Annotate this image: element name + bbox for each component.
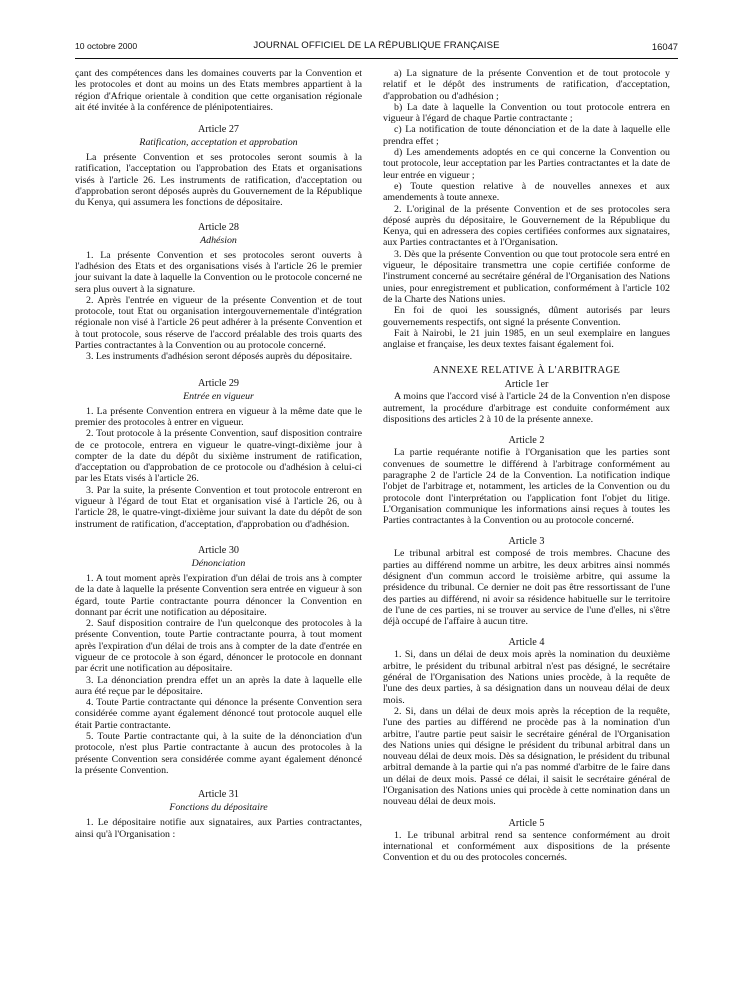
paragraph: 1. La présente Convention et ses protocoles seront ouverts à l'adhésion des Etats et des organisations visés à l'article 26 le premier jour suivant la date à laquelle la Convention ou le protocole concerné ne sera plus ouvert à la signature. xyxy=(75,249,362,295)
paragraph: 3. La dénonciation prendra effet un an après la date à laquelle elle aura été reçue par le dépositaire. xyxy=(75,674,362,697)
paragraph: 3. Les instruments d'adhésion seront déposés auprès du dépositaire. xyxy=(86,351,353,363)
paragraph: Le tribunal arbitral est composé de trois membres. Chacune des parties au différend nomme un arbitre, les deux arbitres ainsi nommés désignent d'un commun accord le troisième arbitre, qui assume la présidence du tribunal. Ce dernier ne doit pas être ressortissant de l'une des parties au différend, ni avoir sa résidence habituelle sur le territoire de l'une de ces parties, ni se trouver au service de l'une d'elles, ni s'être déjà occupé de l'affaire à aucun titre. xyxy=(383,548,670,628)
page-number: 16047 xyxy=(651,41,678,52)
paragraph: 4. Toute Partie contractante qui dénonce la présente Convention sera considérée comme ayant également dénoncé tout protocole auquel elle était Partie contractante. xyxy=(75,697,362,731)
journal-title: JOURNAL OFFICIEL DE LA RÉPUBLIQUE FRANÇAISE xyxy=(253,40,500,51)
paragraph: 3. Dès que la présente Convention ou que tout protocole sera entré en vigueur, le dépositaire transmettra une copie certifiée conforme de l'instrument concerné au secrétaire général de l'Organisation des Nations unies, pour enregistrement et publication, conformément à l'article 102 de la Charte des Nations unies. xyxy=(383,248,670,305)
header-rule xyxy=(75,58,678,59)
paragraph: A moins que l'accord visé à l'article 24 de la Convention n'en dispose autrement, la procédure d'arbitrage est conduite conformément aux dispositions des articles 2 à 10 de la présente annexe. xyxy=(383,391,670,426)
paragraph: En foi de quoi les soussignés, dûment autorisés par leurs gouvernements respectifs, ont signé la présente Convention. xyxy=(383,305,670,328)
article-31-subtitle: Fonctions du dépositaire xyxy=(169,802,268,814)
article-27-title: Article 27 xyxy=(197,124,240,136)
article-30-title: Article 30 xyxy=(197,544,240,556)
article-29-subtitle: Entrée en vigueur xyxy=(183,390,254,402)
list-item: b) La date à laquelle la Convention ou tout protocole entrera en vigueur à l'égard de chaque Partie contractante ; xyxy=(383,101,670,125)
list-item: e) Toute question relative à de nouvelles annexes et aux amendements à toute annexe. xyxy=(383,180,670,204)
annex-article-1-title: Article 1er xyxy=(504,379,549,391)
annex-article-5-title: Article 5 xyxy=(508,817,545,829)
paragraph: Fait à Nairobi, le 21 juin 1985, en un seul exemplaire en langues anglaise et française, les deux textes faisant également foi. xyxy=(383,327,670,351)
annex-article-4-title: Article 4 xyxy=(508,637,545,649)
paragraph: 1. Si, dans un délai de deux mois après la nomination du deuxième arbitre, le président du tribunal arbitral n'est pas désigné, le secrétaire général de l'Organisation des Nations unies procède, à la requête de l'une des deux parties, à sa désignation dans un nouveau délai de deux mois. xyxy=(383,649,670,706)
paragraph: 2. Après l'entrée en vigueur de la présente Convention et de tout protocole, tout Etat ou organisation intergouvernementale d'intégration régionale non visé à l'article 26 peut adhérer à la présente Convention et à tout protocole, sous réserve de l'accord préalable des trois quarts des Parties contractantes à la Convention ou au protocole concerné. xyxy=(75,294,362,352)
list-item: d) Les amendements adoptés en ce qui concerne la Convention ou tout protocole, leur acceptation par les Parties contractantes et la date de leur entrée en vigueur ; xyxy=(383,147,670,181)
annex-title: ANNEXE RELATIVE À L'ARBITRAGE xyxy=(432,365,621,377)
article-30-subtitle: Dénonciation xyxy=(191,557,246,569)
paragraph: La partie requérante notifie à l'Organisation que les parties sont convenues de soumettre le différend à l'arbitrage conformément au paragraphe 2 de l'article 24 de la Convention. La notification indique l'objet de l'arbitrage et, notamment, les articles de la Convention ou du protocole dont l'interprétation ou l'application font l'objet du litige. L'Organisation communique les informations ainsi reçues à toutes les Parties contractantes à la Convention ou au protocole concerné. xyxy=(383,447,670,527)
paragraph: 3. Par la suite, la présente Convention et tout protocole entreront en vigueur à l'égard de tout Etat et organisation visé à l'article 26, ou à l'article 28, le quatre-vingt-dixième jour suivant la date du dépôt de son instrument de ratification, d'acceptation, d'approbation ou d'adhésion. xyxy=(75,484,362,530)
paragraph: 5. Toute Partie contractante qui, à la suite de la dénonciation d'un protocole, n'est plus Partie contractante à aucun des protocoles à la présente Convention sera considérée comme ayant également dénoncé la présente Convention. xyxy=(75,731,362,776)
paragraph: 2. Tout protocole à la présente Convention, sauf disposition contraire de ce protocole, entrera en vigueur le quatre-vingt-dixième jour à compter de la date du dépôt du sixième instrument de ratification, d'acceptation ou d'approbation de ce protocole ou d'adhésion à celui-ci par les Etats visés à l'article 26. xyxy=(75,428,362,485)
article-29-title: Article 29 xyxy=(197,377,240,389)
left-column xyxy=(75,68,362,840)
article-27-subtitle: Ratification, acceptation et approbation xyxy=(139,137,298,149)
paragraph: 2. Si, dans un délai de deux mois après la réception de la requête, l'une des parties au différend ne procède pas à la nomination d'un arbitre, l'autre partie peut saisir le secrétaire général de l'Organisation des Nations unies qui désigne le président du tribunal arbitral dans un nouveau délai de deux mois. Dès sa désignation, le président du tribunal arbitral demande à la partie qui n'a pas nommé d'arbitre de le faire dans un délai de deux mois. Passé ce délai, il saisit le secrétaire général de l'Organisation des Nations unies qui procède à cette nomination dans un nouveau délai de deux mois. xyxy=(383,705,670,808)
list-item: a) La signature de la présente Convention et de tout protocole y relatif et le dépôt des instruments de ratification, d'acceptation, d'approbation ou d'adhésion ; xyxy=(383,68,670,102)
article-28-title: Article 28 xyxy=(197,221,240,233)
article-31-title: Article 31 xyxy=(197,789,240,801)
issue-date: 10 octobre 2000 xyxy=(75,41,138,51)
continued-paragraph: çant des compétences dans les domaines couverts par la Convention et les protocoles et dont au moins un des Etats membres appartient à la région d'Afrique orientale à condition que cette organisation régionale ait été invitée à la conférence de plénipotentiaires. xyxy=(75,68,362,113)
page-header xyxy=(75,38,678,54)
annex-article-3-title: Article 3 xyxy=(508,536,545,548)
paragraph: 1. A tout moment après l'expiration d'un délai de trois ans à compter de la date à laquelle la présente Convention sera entrée en vigueur à son égard, toute Partie contractante pourra dénoncer la Convention en donnant par écrit une notification au dépositaire. xyxy=(75,572,362,618)
paragraph: 1. Le dépositaire notifie aux signataires, aux Parties contractantes, ainsi qu'à l'Organisation : xyxy=(75,817,362,840)
paragraph: 2. Sauf disposition contraire de l'un quelconque des protocoles à la présente Convention, toute Partie contractante pourra, à tout moment après l'expiration d'un délai de trois ans à compter de la date d'entrée en vigueur de ce protocole à son égard, dénoncer le protocole en donnant par écrit une notification au dépositaire. xyxy=(75,618,362,675)
right-column xyxy=(383,68,670,864)
paragraph: 2. L'original de la présente Convention et de ses protocoles sera déposé auprès du dépositaire, le Gouvernement de la République du Kenya, qui en adressera des copies certifiées conformes aux signataires, aux Parties contractantes et à l'Organisation. xyxy=(383,203,670,249)
annex-article-2-title: Article 2 xyxy=(508,435,545,447)
paragraph: La présente Convention et ses protocoles seront soumis à la ratification, l'acceptation ou l'approbation des Etats et organisations visés à l'article 26. Les instruments de ratification, d'acceptation ou d'approbation seront déposés auprès du Gouvernement de la République du Kenya, qui assumera les fonctions de dépositaire. xyxy=(75,152,362,209)
paragraph: 1. Le tribunal arbitral rend sa sentence conformément au droit international et conformément aux dispositions de la présente Convention et du ou des protocoles concernés. xyxy=(383,829,670,864)
article-28-subtitle: Adhésion xyxy=(200,234,237,246)
list-item: c) La notification de toute dénonciation et de la date à laquelle elle prendra effet ; xyxy=(383,124,670,147)
paragraph: 1. La présente Convention entrera en vigueur à la même date que le premier des protocoles à entrer en vigueur. xyxy=(75,405,362,428)
